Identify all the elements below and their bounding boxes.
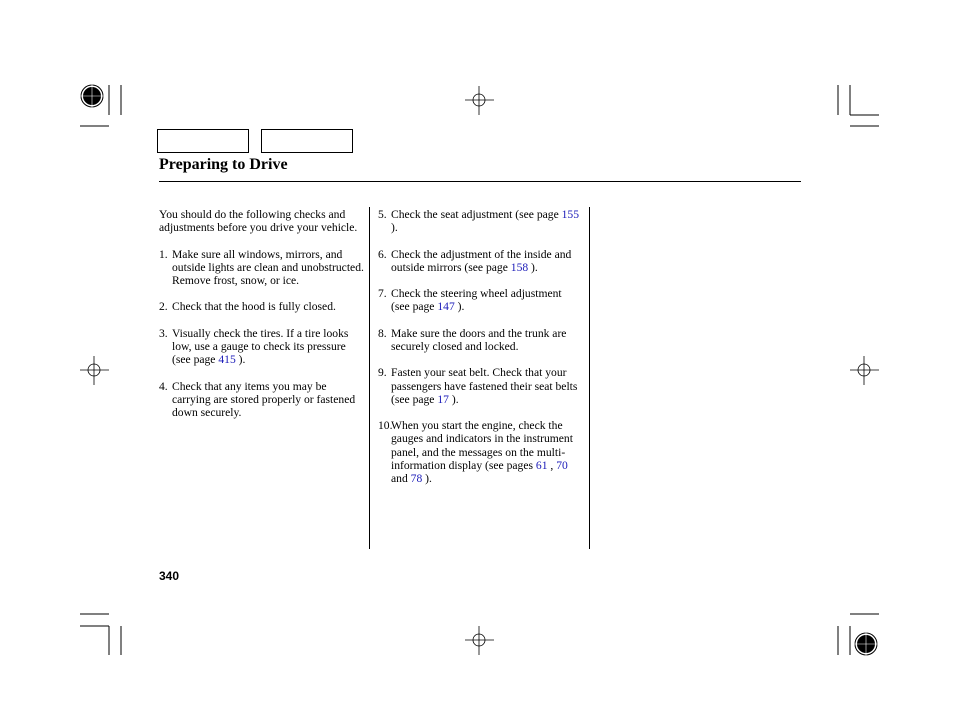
item-text-end: ). [454,300,465,314]
item-text: Fasten your seat belt. Check that your passengers have fastened their seat belts (see page [391,366,578,406]
list-item [159,248,365,288]
crosshair-icon [465,86,494,115]
item-number: 6. [378,247,387,261]
page-link[interactable]: 147 [437,300,455,314]
intro-paragraph: You should do the following checks and adjustments before you drive your vehicle. [159,208,358,235]
crosshair-icon [465,626,494,655]
page-link[interactable]: 61 [535,458,548,472]
item-text-end: ). [448,392,459,406]
item-text: Make sure the doors and the trunk are securely closed and locked. [391,326,567,353]
item-text: Visually check the tires. If a tire looks low, use a gauge to check its pressure (see page [172,326,349,367]
item-number: 1. [159,247,168,261]
crosshair-icon [80,356,109,385]
item-separator: , [547,458,557,472]
left-column [159,208,365,432]
item-text-end: ). [391,221,398,235]
item-number: 3. [159,326,168,340]
page-link[interactable]: 415 [218,353,236,367]
page-link[interactable]: 155 [561,208,580,221]
page-number: 340 [159,569,180,583]
item-separator: and [391,471,411,485]
registration-target-icon [80,84,104,108]
item-number: 4. [159,379,168,393]
item-text-end: ). [422,471,432,485]
title-rule [159,181,801,182]
list-item [378,208,582,234]
page-link[interactable]: 78 [410,471,423,485]
item-text-end: ). [528,260,538,274]
list-item [378,366,582,406]
page-link[interactable]: 158 [510,260,529,274]
item-number: 8. [378,326,387,340]
page-link[interactable]: 17 [437,392,449,406]
list-item [159,327,365,367]
item-text-end: ). [235,353,246,367]
item-number: 2. [159,300,168,314]
item-text: Check that any items you may be carrying are stored properly or fastened down securely. [172,379,356,419]
item-text: Check the adjustment of the inside and outside mirrors (see page [391,247,572,274]
page-link[interactable]: 70 [556,458,568,472]
item-text: When you start the engine, check the gauges and indicators in the instrument panel, and the messages on the multi-information display (see pages [391,419,573,472]
header-tab-box-2 [261,129,353,153]
item-text: Check the steering wheel adjustment (see page [391,287,562,314]
list-item [159,380,365,420]
column-divider [589,207,590,549]
item-number: 10. [378,419,393,433]
crosshair-icon [850,356,879,385]
item-number: 7. [378,287,387,301]
list-item [159,300,365,313]
page-title: Preparing to Drive [159,156,288,173]
list-item [378,287,582,313]
middle-column [378,208,582,498]
item-number: 9. [378,366,387,380]
header-tab-box-1 [157,129,249,153]
item-text: Make sure all windows, mirrors, and outside lights are clean and unobstructed. Remove frost, snow, or ice. [172,247,364,287]
list-item [378,419,582,485]
column-divider [369,207,370,549]
item-number: 5. [378,208,387,221]
item-text: Check the seat adjustment (see page [391,208,562,221]
list-item [378,327,582,353]
item-text: Check that the hood is fully closed. [172,300,336,314]
registration-target-icon [854,632,878,656]
list-item [378,248,582,274]
